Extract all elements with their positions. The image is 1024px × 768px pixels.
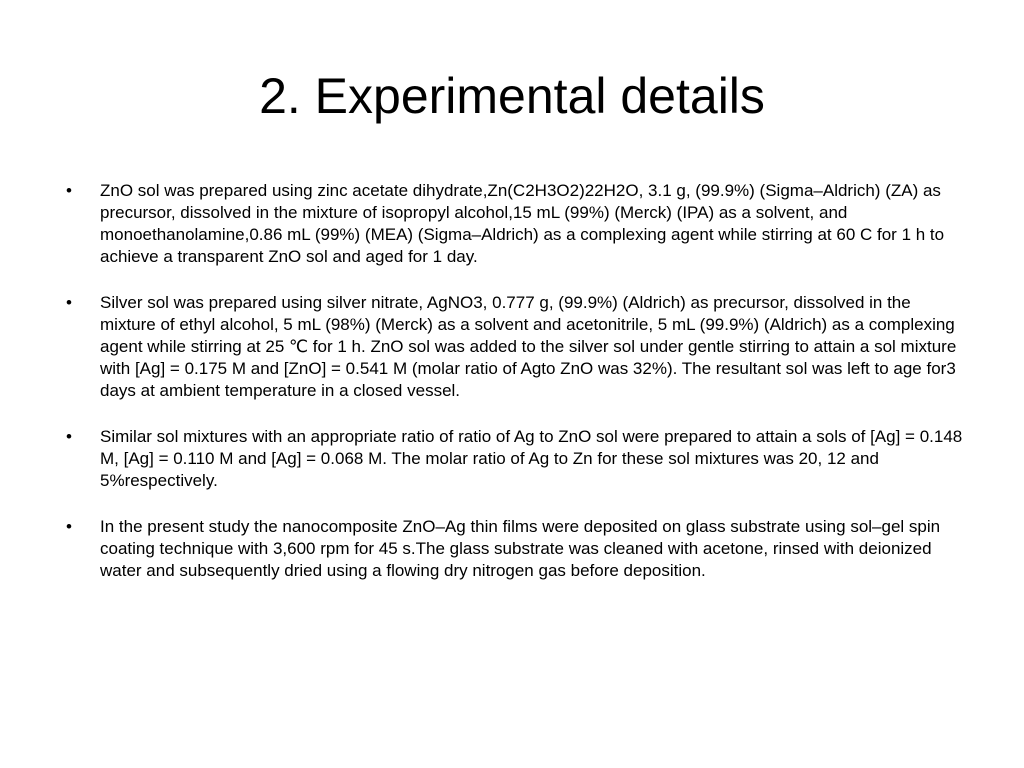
bullet-text: Similar sol mixtures with an appropriate ratio of ratio of Ag to ZnO sol were prepared to attain a sols of [Ag] = 0.148 M, [Ag] = 0.110 M and [Ag] = 0.068 M. The molar ratio of Ag to Zn for these sol mixtures was 20, 12 and 5%respectively. [100,427,963,490]
bullet-item [66,516,970,582]
bullet-text: ZnO sol was prepared using zinc acetate dihydrate,Zn(C2H3O2)22H2O, 3.1 g, (99.9%) (Sigma–Aldrich) (ZA) as precursor, dissolved in the mixture of isopropyl alcohol,15 mL (99%) (Merck) (IPA) as a solvent, and monoethanolamine,0.86 mL (99%) (MEA) (Sigma–Aldrich) as a complexing agent while stirring at 60 C for 1 h to achieve a transparent ZnO sol and aged for 1 day. [100,181,945,266]
slide-title: 2. Experimental details [259,68,765,124]
bullet-point-icon: • [66,517,72,536]
bullet-point-icon: • [66,181,72,200]
bullet-item [66,426,970,492]
bullet-point-icon: • [66,293,72,312]
bullet-point-icon: • [66,427,72,446]
bullet-item [66,180,970,268]
bullet-item [66,292,970,402]
bullet-text: Silver sol was prepared using silver nitrate, AgNO3, 0.777 g, (99.9%) (Aldrich) as precursor, dissolved in the mixture of ethyl alcohol, 5 mL (98%) (Merck) as a solvent and acetonitrile, 5 mL (99.9%) (Aldrich) as a complexing agent while stirring at 25 ℃ for 1 h. ZnO sol was added to the silver sol under gentle stirring to attain a sol mixture with [Ag] = 0.175 M and [ZnO] = 0.541 M (molar ratio of Agto ZnO was 32%). The resultant sol was left to age for3 days at ambient temperature in a closed vessel. [100,293,957,400]
bullet-text: In the present study the nanocomposite ZnO–Ag thin films were deposited on glass substrate using sol–gel spin coating technique with 3,600 rpm for 45 s.The glass substrate was cleaned with acetone, rinsed with deionized water and subsequently dried using a flowing dry nitrogen gas before deposition. [100,517,941,580]
bullet-list [66,180,970,606]
